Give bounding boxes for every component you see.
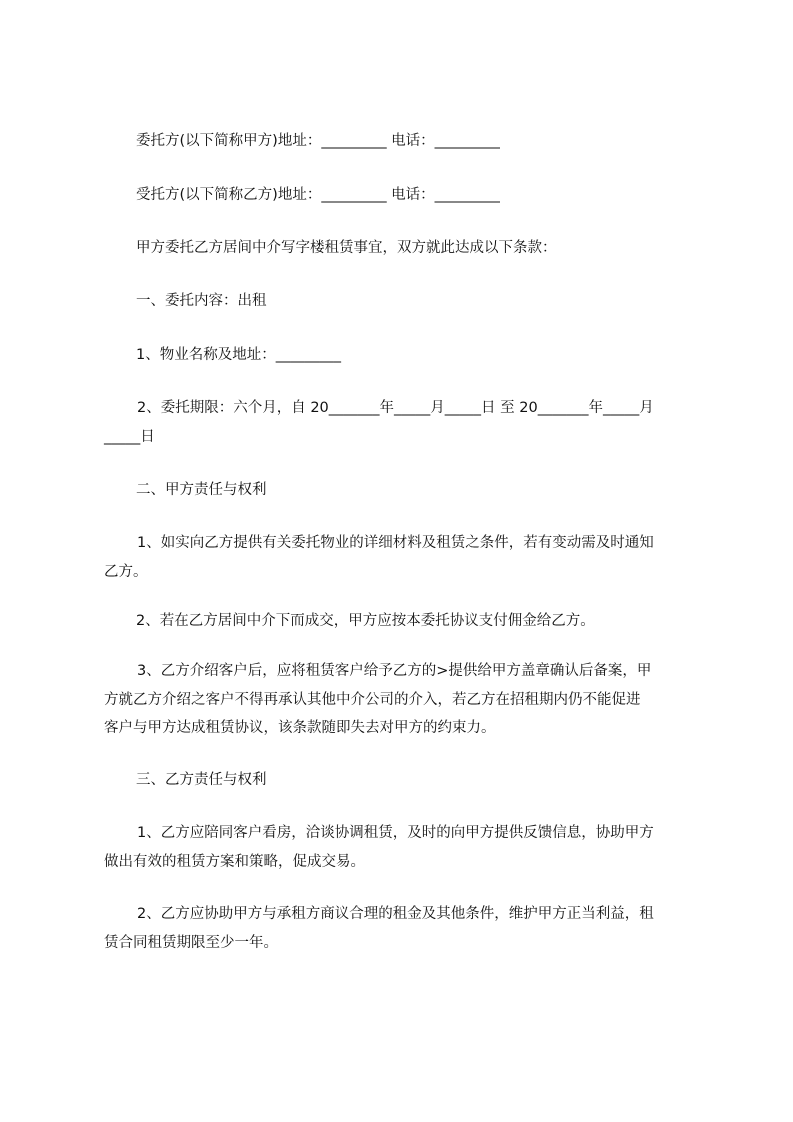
section2-title: 二、甲方责任与权利 [136,482,267,498]
section2-item2: 2、若在乙方居间中介下而成交，甲方应按本委托协议支付佣金给乙方。 [136,613,595,629]
section2-item1-line2: 乙方。 [104,564,148,580]
intro-paragraph: 甲方委托乙方居间中介写字楼租赁事宜，双方就此达成以下条款： [136,240,557,256]
section3-item1-line1: 1、乙方应陪同客户看房，洽谈协调租赁，及时的向甲方提供反馈信息，协助甲方 [137,825,654,841]
section2-item3-line3: 客户与甲方达成租赁协议，该条款随即失去对甲方的约束力。 [104,720,496,736]
section2-item3-line2: 方就乙方介绍之客户不得再承认其他中介公司的介入，若乙方在招租期内仍不能促进 [104,692,641,708]
section2-item1-line1: 1、如实向乙方提供有关委托物业的详细材料及租赁之条件，若有变动需及时通知 [137,535,654,551]
party-b-line: 受托方(以下简称乙方)地址：_________ 电话：_________ [136,187,500,203]
section1-title: 一、委托内容：出租 [136,293,267,309]
section3-item1-line2: 做出有效的租赁方案和策略，促成交易。 [104,854,365,870]
section3-item2-line2: 赁合同租赁期限至少一年。 [104,935,278,951]
section1-item1: 1、物业名称及地址：_________ [136,347,341,363]
section2-item3-line1: 3、乙方介绍客户后，应将租赁客户给予乙方的>提供给甲方盖章确认后备案，甲 [137,663,652,679]
party-a-line: 委托方(以下简称甲方)地址：_________ 电话：_________ [136,133,500,149]
section1-item2-line1: 2、委托期限：六个月，自 20_______年_____月_____日 至 20_______年_____月 [137,400,654,416]
section1-item2-line2: _____日 [104,429,155,445]
section3-item2-line1: 2、乙方应协助甲方与承租方商议合理的租金及其他条件，维护甲方正当利益，租 [137,906,654,922]
section3-title: 三、乙方责任与权利 [136,772,267,788]
